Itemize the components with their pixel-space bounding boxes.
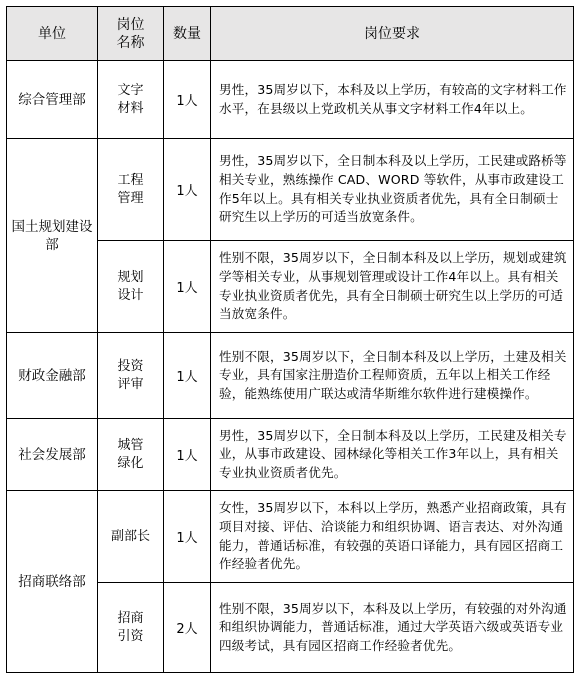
position-name: 投资评审 [117, 358, 144, 392]
header-row [7, 7, 574, 61]
requirements-cell: 性别不限，35周岁以下，全日制本科及以上学历，土建及相关专业，具有国家注册造价工程师资质，五年以上相关工作经验，能熟练使用广联达或清华斯维尔软件进行建模操作。 [211, 333, 574, 419]
unit-cell [7, 333, 98, 419]
requirements-cell: 男性，35周岁以下，全日制本科及以上学历，工民建或路桥等相关专业，熟练操作 CAD、WORD 等软件，从事市政建设工作5年以上。具有相关专业执业资质者优先，具有全日制硕士研究生以上学历的可适当放宽条件。 [211, 139, 574, 241]
position-name: 副部长 [110, 528, 150, 544]
position-cell [98, 491, 164, 583]
count-cell: 1人 [164, 419, 211, 491]
table-row [7, 491, 574, 583]
unit-cell [7, 419, 98, 491]
position-cell [98, 419, 164, 491]
unit-name: 社会发展部 [18, 446, 86, 463]
unit-cell [7, 491, 98, 673]
recruitment-table [6, 6, 574, 673]
unit-name: 财政金融部 [18, 367, 86, 384]
unit-cell [7, 139, 98, 333]
header-position [98, 7, 164, 61]
position-name: 工程管理 [117, 172, 144, 206]
position-name: 城管绿化 [117, 437, 144, 471]
count-cell: 1人 [164, 333, 211, 419]
requirements-cell: 女性，35周岁以下，本科以上学历，熟悉产业招商政策，具有项目对接、评估、洽谈能力和组织协调、语言表达、对外沟通能力，普通话标准，有较强的英语口译能力，具有园区招商工作经验者优先。 [211, 491, 574, 583]
position-cell [98, 583, 164, 673]
requirements-cell: 男性，35周岁以下，本科及以上学历，有较高的文字材料工作水平，在县级以上党政机关从事文字材料工作4年以上。 [211, 61, 574, 139]
unit-cell [7, 61, 98, 139]
requirements-cell: 男性，35周岁以下，全日制本科及以上学历，工民建及相关专业，从事市政建设、园林绿化等相关工作3年以上，具有相关专业执业资质者优先。 [211, 419, 574, 491]
header-position-text: 岗位名称 [116, 16, 145, 51]
position-cell [98, 333, 164, 419]
header-requirements: 岗位要求 [211, 7, 574, 61]
requirements-cell: 性别不限，35周岁以下，全日制本科及以上学历，规划或建筑学等相关专业，从事规划管理或设计工作4年以上。具有相关专业执业资质者优先，具有全日制硕士研究生以上学历的可适当放宽条件。 [211, 241, 574, 333]
position-name: 招商引资 [117, 610, 144, 644]
position-cell [98, 139, 164, 241]
position-cell [98, 241, 164, 333]
position-name: 文字材料 [117, 82, 144, 116]
count-cell: 1人 [164, 139, 211, 241]
header-unit: 单位 [7, 7, 98, 61]
count-cell: 1人 [164, 241, 211, 333]
unit-name: 综合管理部 [18, 91, 86, 108]
table-row [7, 333, 574, 419]
table-row [7, 139, 574, 241]
table-row [7, 61, 574, 139]
count-cell: 1人 [164, 61, 211, 139]
position-name: 规划设计 [117, 269, 144, 303]
unit-name: 国土规划建设部 [11, 218, 93, 253]
count-cell: 1人 [164, 491, 211, 583]
table-row [7, 419, 574, 491]
position-cell [98, 61, 164, 139]
requirements-cell: 性别不限，35周岁以下，本科及以上学历，有较强的对外沟通和组织协调能力，普通话标准，通过大学英语六级或英语专业四级考试，具有园区招商工作经验者优先。 [211, 583, 574, 673]
header-count: 数量 [164, 7, 211, 61]
count-cell: 2人 [164, 583, 211, 673]
unit-name: 招商联络部 [18, 573, 86, 590]
